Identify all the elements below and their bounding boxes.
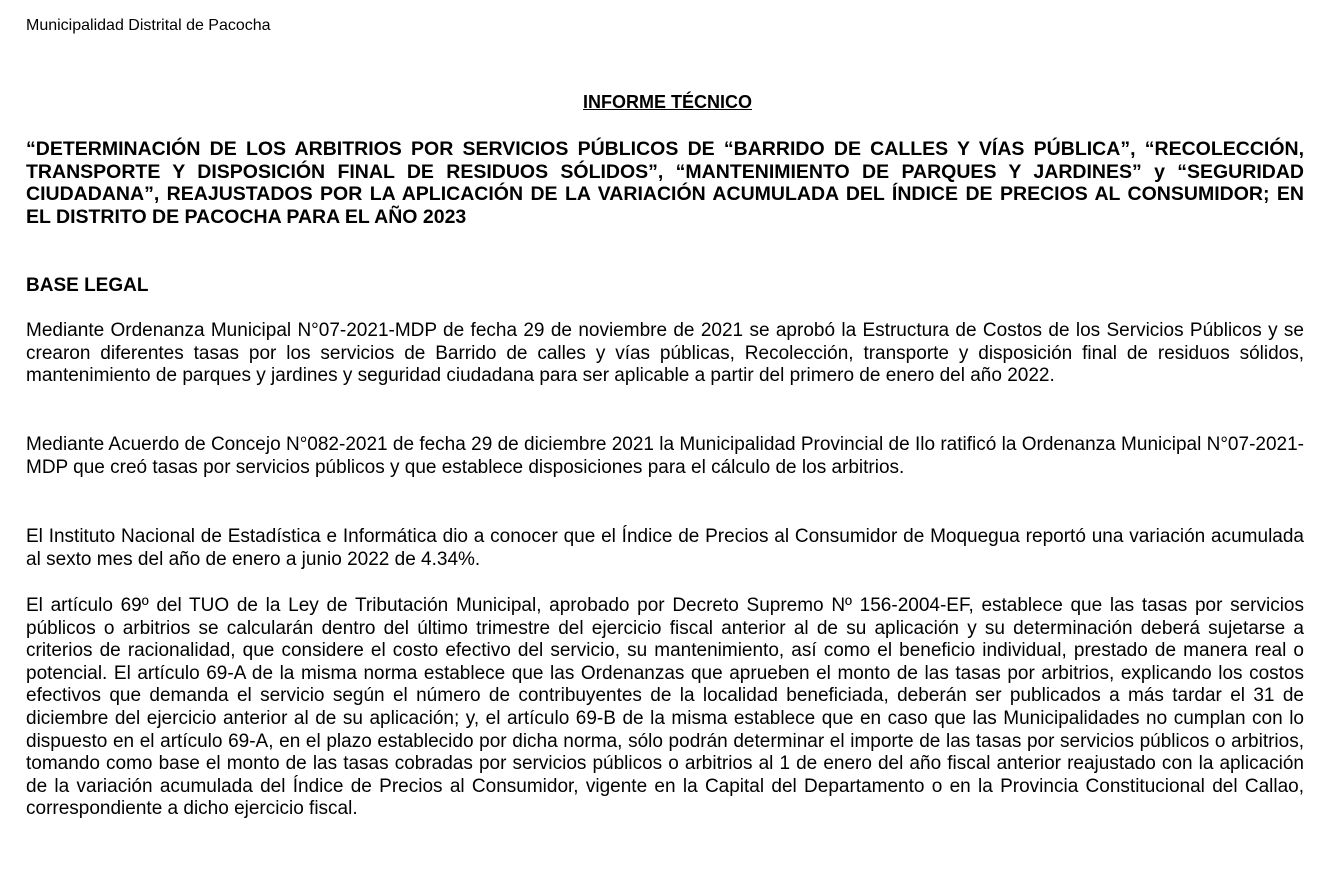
paragraph: Mediante Acuerdo de Concejo N°082-2021 de fecha 29 de diciembre 2021 la Municipalidad Provincial de Ilo ratificó la Ordenanza Municipal N°07-2021-MDP que creó tasas por servicios públicos y que establece disposiciones para el cálculo de los arbitrios. [26, 434, 1304, 478]
document-subtitle: “DETERMINACIÓN DE LOS ARBITRIOS POR SERVICIOS PÚBLICOS DE “BARRIDO DE CALLES Y VÍAS PÚBLICA”, “RECOLECCIÓN, TRANSPORTE Y DISPOSICIÓN FINAL DE RESIDUOS SÓLIDOS”, “MANTENIMIENTO DE PARQUES Y JARDINES” y “SEGURIDAD CIUDADANA”, REAJUSTADOS POR LA APLICACIÓN DE LA VARIACIÓN ACUMULADA DEL ÍNDICE DE PRECIOS AL CONSUMIDOR; EN EL DISTRITO DE PACOCHA PARA EL AÑO 2023 [26, 138, 1304, 228]
organization-header: Municipalidad Distrital de Pacocha [26, 17, 271, 34]
paragraph: El Instituto Nacional de Estadística e Informática dio a conocer que el Índice de Precios al Consumidor de Moquegua reportó una variación acumulada al sexto mes del año de enero a junio 2022 de 4.34%. [26, 526, 1304, 570]
paragraph: El artículo 69º del TUO de la Ley de Tributación Municipal, aprobado por Decreto Supremo Nº 156-2004-EF, establece que las tasas por servicios públicos o arbitrios se calcularán dentro del último trimestre del ejercicio fiscal anterior al de su aplicación y su determinación deberá sujetarse a criterios de racionalidad, que considere el costo efectivo del servicio, su mantenimiento, así como el beneficio individual, prestado de manera real o potencial. El artículo 69-A de la misma norma establece que las Ordenanzas que aprueben el monto de las tasas por arbitrios, explicando los costos efectivos que demanda el servicio según el número de contribuyentes de la localidad beneficiada, deberán ser publicados a más tardar el 31 de diciembre del ejercicio anterior al de su aplicación; y, el artículo 69-B de la misma establece que en caso que las Municipalidades no cumplan con lo dispuesto en el artículo 69-A, en el plazo establecido por dicha norma, sólo podrán determinar el importe de las tasas por servicios públicos o arbitrios, tomando como base el monto de las tasas cobradas por servicios públicos o arbitrios al 1 de enero del año fiscal anterior reajustado con la aplicación de la variación acumulada del Índice de Precios al Consumidor, vigente en la Capital del Departamento o en la Provincia Constitucional del Callao, correspondiente a dicho ejercicio fiscal. [26, 595, 1304, 820]
section-heading-base-legal: BASE LEGAL [26, 275, 149, 296]
document-title: INFORME TÉCNICO [583, 92, 752, 112]
paragraph: Mediante Ordenanza Municipal N°07-2021-MDP de fecha 29 de noviembre de 2021 se aprobó la Estructura de Costos de los Servicios Públicos y se crearon diferentes tasas por los servicios de Barrido de calles y vías públicas, Recolección, transporte y disposición final de residuos sólidos, mantenimiento de parques y jardines y seguridad ciudadana para ser aplicable a partir del primero de enero del año 2022. [26, 320, 1304, 387]
